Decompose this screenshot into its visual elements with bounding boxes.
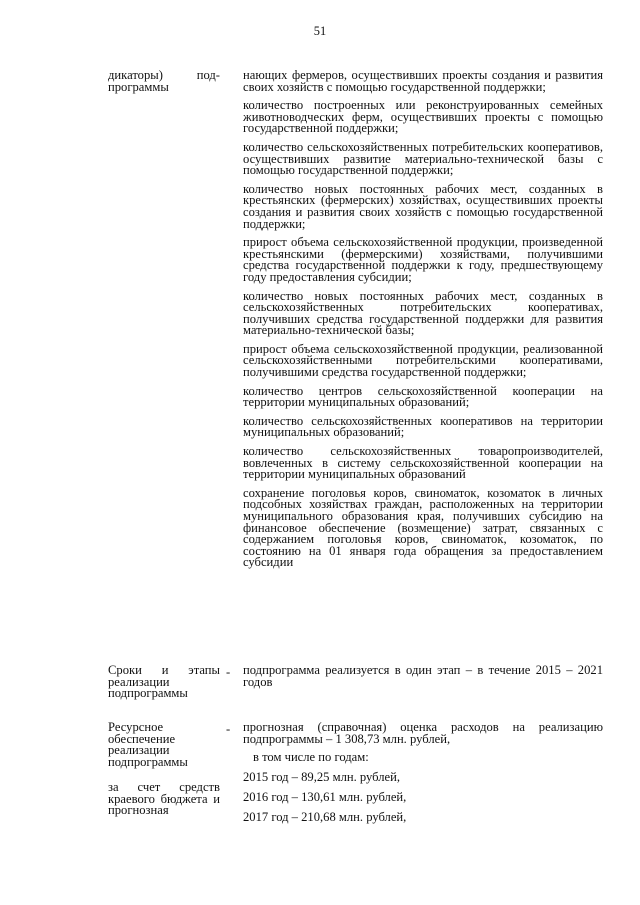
resources-text: прогнозная (справочная) оценка расходов на реализацию подпрограммы – 1 308,73 млн. рублей,	[243, 720, 603, 746]
indicator-item: количество сельскохозяйственных потребительских кооперативов, осуществивших развитие материально-технической базы с помощью государственной поддержки;	[243, 139, 603, 178]
page-number: 51	[313, 24, 327, 38]
indicator-item: количество новых постоянных рабочих мест, созданных в сельскохозяйственных потребительских кооперативах, получивших средства государственной поддержки для развития материально-технической базы;	[243, 288, 603, 338]
year-amount: 2015 год – 89,25 млн. рублей,	[243, 770, 401, 785]
indicator-item: количество построенных или реконструированных семейных животноводческих ферм, осуществивших проекты с помощью государственной поддержки;	[243, 98, 603, 136]
indicator-item: количество сельскохозяйственных товаропроизводителей, вовлеченных в систему сельскохозяйственной кооперации на территории муниципальных образований	[243, 444, 603, 482]
resources-subtitle: в том числе по годам:	[253, 750, 369, 765]
year-amount: 2016 год – 130,61 млн. рублей,	[243, 790, 407, 805]
year-amount: 2017 год – 210,68 млн. рублей,	[243, 810, 407, 825]
resources-text-block	[243, 722, 603, 824]
timeline-text: подпрограмма реализуется в один этап – в течение 2015 – 2021 годов	[243, 663, 603, 689]
indicator-item: сохранение поголовья коров, свиноматок, козоматок в личных подсобных хозяйствах граждан, расположенных на территории муниципального образования края, получивших субсидию на финансовое обеспечение (возмещение) затрат, связанных с содержанием поголовья коров, свиноматок, козоматок, по состоянию на 01 января года обращения за предоставлением субсидии	[243, 485, 603, 570]
indicator-item: прирост объема сельскохозяйственной продукции, реализованной сельскохозяйственными потребительскими кооперативами, получившими средства государственной поддержки;	[243, 341, 603, 380]
indicators-list	[243, 70, 603, 569]
indicator-item: прирост объема сельскохозяйственной продукции, произведенной крестьянскими (фермерскими) хозяйствами, получившими средства государственной поддержки к году, предшествующему году предоставления субсидии;	[243, 235, 603, 284]
timeline-label: Сроки и этапы реализации подпрограммы	[108, 663, 220, 701]
timeline-text-block	[243, 665, 603, 688]
indicator-item: количество новых постоянных рабочих мест, созданных в крестьянских (фермерских) хозяйствах, осуществивших проекты создания и развития своих хозяйств с помощью государственной поддержки;	[243, 181, 603, 231]
indicator-item: количество сельскохозяйственных кооперативов на территории муниципальных образований;	[243, 413, 603, 440]
resources-label: Ресурсное обеспечение реализации подпрограммы	[108, 720, 188, 769]
indicator-item: количество центров сельскохозяйственной кооперации на территории муниципальных образований;	[243, 383, 603, 410]
resources-label-continued: за счет средств краевого бюджета и прогнозная	[108, 780, 220, 818]
indicator-item: нающих фермеров, осуществивших проекты создания и развития своих хозяйств с помощью государственной поддержки;	[243, 68, 603, 94]
timeline-dash: -	[226, 665, 231, 679]
indicators-label: дикаторы) под-программы	[108, 68, 220, 94]
resources-dash: -	[226, 722, 231, 736]
